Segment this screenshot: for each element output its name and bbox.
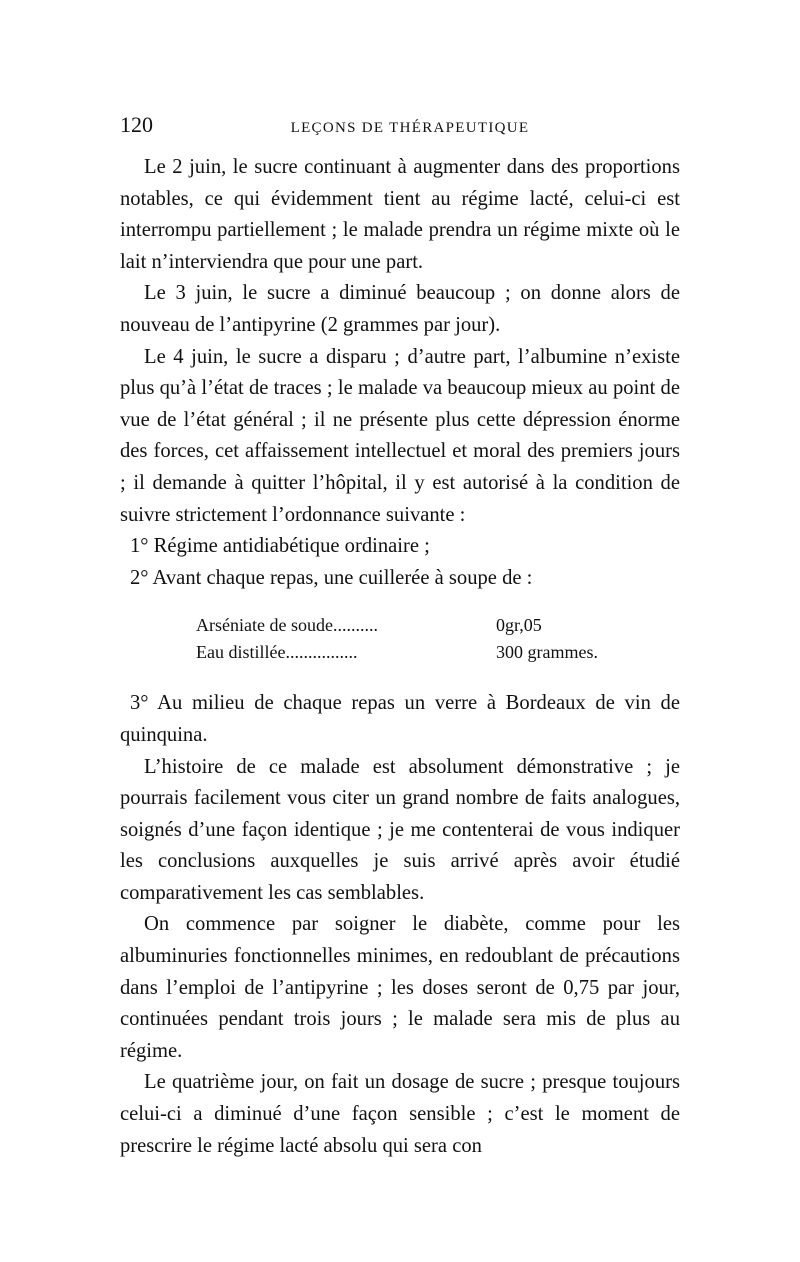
formula-quantity: 300 grammes.	[496, 642, 598, 663]
body-text	[120, 152, 680, 1162]
prescription-item-2: 2° Avant chaque repas, une cuillerée à soupe de :	[130, 566, 533, 589]
book-page	[120, 112, 680, 1162]
formula-row	[196, 639, 616, 666]
prescription-item-1: 1° Régime antidiabétique ordinaire ;	[130, 535, 430, 558]
formula-row	[196, 612, 616, 639]
paragraph-histoire: L’histoire de ce malade est absolument démonstrative ; je pourrais facilement vous citer un grand nombre de faits analogues, soignés d’une façon identique ; je me contenterai de vous indiquer les conclusions auxquelles je suis arrivé après avoir étudié comparativement les cas semblables.	[120, 755, 680, 904]
paragraph-4-juin: Le 4 juin, le sucre a disparu ; d’autre part, l’albumine n’existe plus qu’à l’état de traces ; le malade va beaucoup mieux au point de vue de l’état général ; il ne présente plus cette dépression énorme des forces, cet affaissement intellectuel et moral des premiers jours ; il demande à quitter l’hôpital, il y est autorisé à la condition de suivre strictement l’ordonnance suivante :	[120, 345, 680, 526]
running-title: LEÇONS DE THÉRAPEUTIQUE	[290, 120, 530, 136]
page-header	[120, 112, 680, 152]
formula-ingredient: Arséniate de soude..........	[196, 615, 378, 636]
formula-quantity: 0gr,05	[496, 615, 542, 636]
paragraph-quatrieme-jour: Le quatrième jour, on fait un dosage de sucre ; presque toujours celui-ci a diminué d’une façon sensible ; c’est le moment de prescrire le régime lacté absolu qui sera con	[120, 1071, 680, 1157]
formula-ingredient: Eau distillée................	[196, 642, 358, 663]
paragraph-diabete: On commence par soigner le diabète, comme pour les albuminuries fonctionnelles minimes, en redoublant de précautions dans l’emploi de l’antipyrine ; les doses seront de 0,75 par jour, continuées pendant trois jours ; le malade sera mis de plus au régime.	[120, 913, 680, 1062]
paragraph-3-juin: Le 3 juin, le sucre a diminué beaucoup ; on donne alors de nouveau de l’antipyrine (2 grammes par jour).	[120, 282, 680, 336]
paragraph-2-juin: Le 2 juin, le sucre continuant à augmenter dans des proportions notables, ce qui évidemment tient au régime lacté, celui-ci est interrompu partiellement ; le malade prendra un régime mixte où le lait n’interviendra que pour une part.	[120, 156, 680, 273]
page-number: 120	[120, 112, 153, 137]
prescription-formula	[196, 612, 616, 666]
prescription-item-3: 3° Au milieu de chaque repas un verre à Bordeaux de vin de quinquina.	[120, 692, 680, 746]
